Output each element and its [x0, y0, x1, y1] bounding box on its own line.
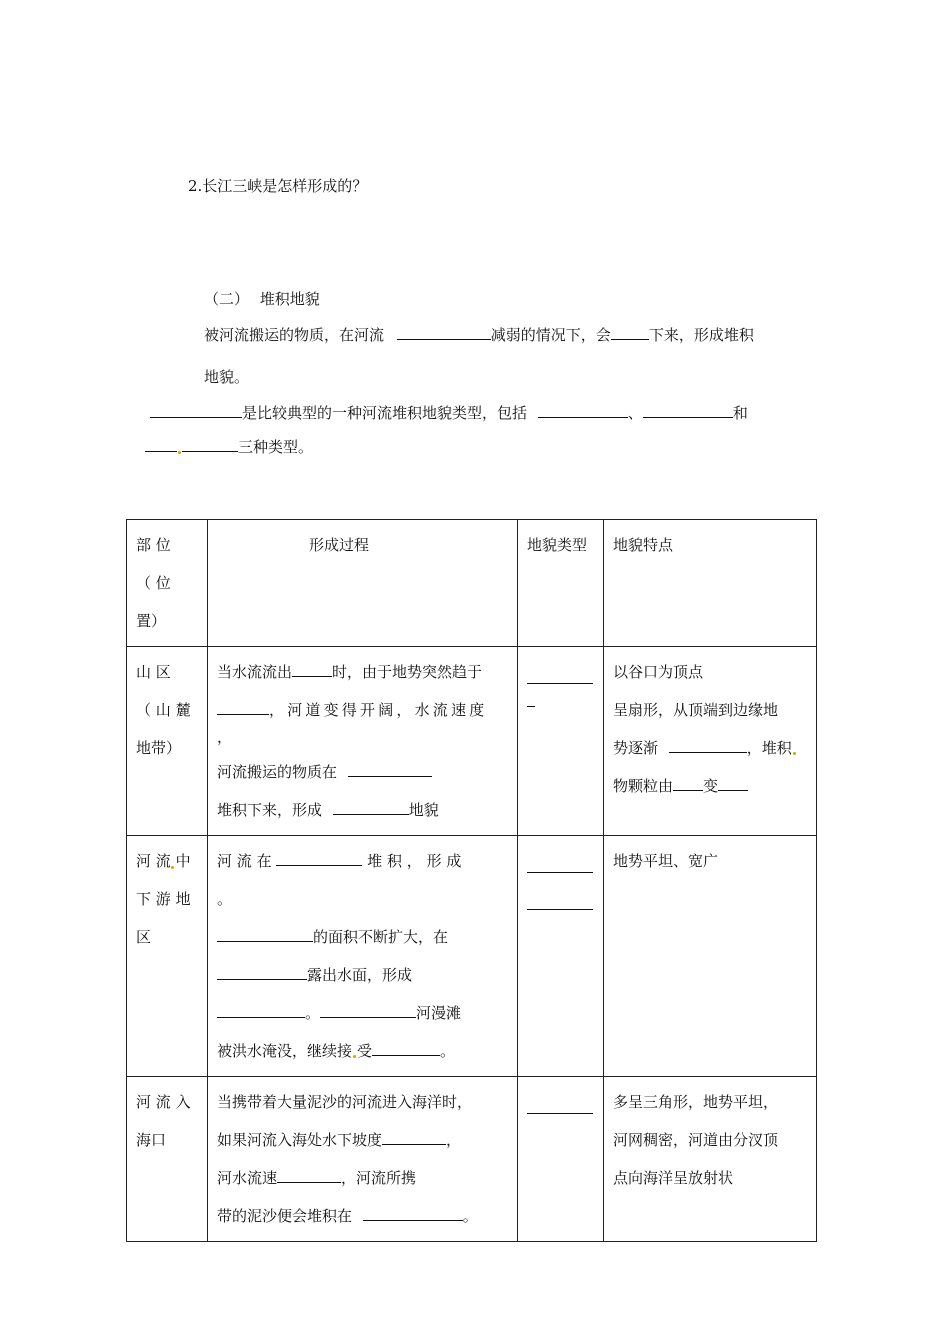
process-text: 如果河流入海处水下坡度 — [217, 1131, 383, 1149]
blank-input[interactable] — [217, 1003, 305, 1018]
row2-position — [127, 836, 208, 1077]
process-text: ， — [446, 1131, 462, 1149]
row1-process-line-2 — [217, 691, 509, 729]
row3-process-line-1: 当携带着大量泥沙的河流进入海洋时， — [217, 1093, 473, 1111]
paragraph-2-line-2 — [145, 436, 313, 457]
process-text: 时，由于地势突然趋于 — [332, 663, 483, 681]
blank-input[interactable] — [217, 965, 307, 980]
landform-table — [126, 519, 817, 1242]
row1-type — [518, 647, 604, 836]
header-process-label: 形成过程 — [309, 536, 370, 554]
row2-position-line-3: 区 — [136, 928, 152, 946]
blank-input[interactable] — [292, 662, 332, 677]
row3-process-line-2 — [217, 1121, 509, 1159]
position-char: 流 — [155, 1093, 171, 1111]
blank-input[interactable] — [150, 403, 242, 418]
process-text: 堆 — [367, 852, 383, 870]
para2-text-c: 和 — [732, 404, 748, 422]
position-char: 区 — [155, 663, 171, 681]
blank-input[interactable] — [527, 887, 593, 910]
marker-dot — [178, 451, 181, 454]
blank-input[interactable] — [718, 776, 748, 791]
row2-process-line-1 — [217, 842, 509, 880]
blank-input[interactable] — [182, 437, 238, 452]
row3-features — [604, 1077, 817, 1242]
header-position-line-3: 置） — [136, 612, 167, 630]
section-heading — [204, 288, 320, 309]
row1-features-line-2: 呈扇形，从顶端到边缘地 — [613, 701, 779, 719]
blank-input[interactable] — [217, 927, 313, 942]
process-text: 的面积不断扩大，在 — [313, 928, 449, 946]
row1-features-line-4 — [613, 767, 808, 805]
table-row — [127, 836, 817, 1077]
row3-position — [127, 1077, 208, 1242]
header-position-char: 位 — [155, 536, 171, 554]
blank-input[interactable] — [320, 1003, 416, 1018]
position-char: 河 — [136, 1093, 152, 1111]
header-position-char: （ — [136, 574, 152, 592]
row2-type — [518, 836, 604, 1077]
process-text: 河流搬运的物质在 — [217, 763, 338, 781]
process-text: 河漫滩 — [416, 1004, 462, 1022]
paragraph-2-line-1 — [150, 402, 748, 423]
position-char: 入 — [175, 1093, 191, 1111]
row3-position-line-1 — [136, 1083, 199, 1121]
blank-input[interactable] — [527, 1091, 593, 1114]
row1-position-line-1 — [136, 653, 199, 691]
row2-features — [604, 836, 817, 1077]
position-char: 中 — [175, 852, 191, 870]
header-position — [127, 520, 208, 647]
row3-features-line-2: 河网稠密，河道由分汊顶 — [613, 1131, 779, 1149]
row1-position-line-2 — [136, 691, 199, 729]
para2-text-d: 三种类型。 — [238, 438, 314, 456]
process-text: ，河流所携 — [341, 1169, 417, 1187]
paragraph-1-line-1 — [204, 324, 754, 345]
position-char: 游 — [155, 890, 171, 908]
row3-features-line-1: 多呈三角形，地势平坦， — [613, 1093, 779, 1111]
blank-input[interactable] — [382, 1130, 446, 1145]
header-process — [208, 520, 518, 647]
row2-position-line-2 — [136, 880, 199, 918]
process-text: 积 — [386, 852, 402, 870]
para1-text-b: 减弱的情况下，会 — [490, 326, 611, 344]
position-char: 山 — [155, 701, 171, 719]
blank-input[interactable] — [276, 851, 362, 866]
header-position-char: 部 — [136, 536, 152, 554]
header-position-line-2 — [136, 564, 199, 602]
row1-features-line-3 — [613, 729, 808, 767]
row3-type — [518, 1077, 604, 1242]
position-char: 河 — [136, 852, 152, 870]
row1-process-line-3: ， — [217, 728, 233, 746]
table-row — [127, 647, 817, 836]
process-text: 。 — [440, 1042, 456, 1060]
row2-features-line-1: 地势平坦、宽广 — [613, 852, 719, 870]
blank-input[interactable] — [348, 762, 432, 777]
feature-text: 变 — [703, 777, 719, 795]
feature-text: ，堆积 — [746, 739, 792, 757]
blank-input[interactable] — [643, 403, 733, 418]
row1-features — [604, 647, 817, 836]
position-char: 地 — [175, 890, 191, 908]
question-2: 2.长江三峡是怎样形成的？ — [188, 177, 368, 195]
para1-text-a: 被河流搬运的物质，在河流 — [204, 326, 385, 344]
blank-input[interactable] — [372, 1041, 440, 1056]
blank-input[interactable] — [527, 694, 535, 707]
blank-input[interactable] — [145, 437, 177, 452]
feature-text: 势逐渐 — [613, 739, 659, 757]
header-position-char: 位 — [155, 574, 171, 592]
row2-process-line-5 — [217, 994, 509, 1032]
row2-process-line-6 — [217, 1032, 509, 1070]
blank-input[interactable] — [669, 738, 747, 753]
process-text: 受 — [357, 1042, 373, 1060]
process-text: 露出水面，形成 — [307, 966, 413, 984]
position-char: 下 — [136, 890, 152, 908]
section-heading-text: 堆积地貌 — [259, 290, 320, 308]
blank-input[interactable] — [397, 325, 491, 340]
row1-process-line-4 — [217, 753, 509, 791]
position-char: 流 — [155, 852, 171, 870]
blank-input[interactable] — [673, 776, 703, 791]
row3-features-line-3: 点向海洋呈放射状 — [613, 1169, 734, 1187]
row2-process-line-3 — [217, 918, 509, 956]
marker-dot — [793, 752, 796, 755]
process-text: 堆积下来，形成 — [217, 801, 323, 819]
row3-position-line-2: 海口 — [136, 1131, 167, 1149]
paragraph-1-line-2: 地貌。 — [204, 368, 250, 386]
para2-text-b: 、 — [627, 404, 643, 422]
process-text: 河水流速 — [217, 1169, 278, 1187]
row1-process-line-5 — [217, 791, 509, 829]
process-text: 当水流流出 — [217, 663, 293, 681]
row1-position-line-3: 地带） — [136, 739, 182, 757]
process-text: 带的泥沙便会堆积在 — [217, 1207, 353, 1225]
process-text: 形 — [426, 852, 442, 870]
header-features-label: 地貌特点 — [613, 536, 674, 554]
header-type-label: 地貌类型 — [527, 536, 588, 554]
process-text: ， — [406, 852, 422, 870]
para1-text-c: 下来，形成堆积 — [648, 326, 754, 344]
blank-input[interactable] — [611, 325, 649, 340]
process-text: 。 — [305, 1004, 321, 1022]
row3-process — [208, 1077, 518, 1242]
row1-position — [127, 647, 208, 836]
process-text: 河 — [217, 852, 233, 870]
process-text: 。 — [462, 1207, 478, 1225]
blank-input[interactable] — [333, 800, 409, 815]
header-position-line-1 — [136, 526, 199, 564]
row1-process-line-1 — [217, 653, 509, 691]
marker-dot — [171, 866, 174, 869]
row3-process-line-3 — [217, 1159, 509, 1197]
marker-dot — [353, 1055, 356, 1058]
blank-input[interactable] — [527, 661, 593, 684]
header-type — [518, 520, 604, 647]
process-text: 在 — [256, 852, 272, 870]
process-text: 流 — [236, 852, 252, 870]
para2-text-a: 是比较典型的一种河流堆积地貌类型，包括 — [242, 404, 528, 422]
blank-input[interactable] — [538, 403, 628, 418]
row2-process-line-2: 。 — [217, 890, 233, 908]
feature-text: 物颗粒由 — [613, 777, 674, 795]
position-char: （ — [136, 701, 152, 719]
position-char: 山 — [136, 663, 152, 681]
row2-process — [208, 836, 518, 1077]
row2-process-line-4 — [217, 956, 509, 994]
position-char: 麓 — [175, 701, 191, 719]
section-heading-number: （二） — [204, 290, 250, 308]
row1-features-line-1: 以谷口为顶点 — [613, 663, 704, 681]
blank-input[interactable] — [363, 1206, 463, 1221]
blank-input[interactable] — [277, 1168, 341, 1183]
blank-input[interactable] — [527, 850, 593, 873]
blank-input[interactable] — [217, 700, 269, 715]
process-text: 成 — [446, 852, 462, 870]
process-text: 被洪水淹没，继续接 — [217, 1042, 353, 1060]
process-text: ，河道变得开阔，水流速度 — [269, 701, 488, 719]
table-header-row — [127, 520, 817, 647]
row2-position-line-1 — [136, 842, 199, 880]
header-features — [604, 520, 817, 647]
row1-process — [208, 647, 518, 836]
table-row — [127, 1077, 817, 1242]
row3-process-line-4 — [217, 1197, 509, 1235]
process-text: 地貌 — [408, 801, 439, 819]
